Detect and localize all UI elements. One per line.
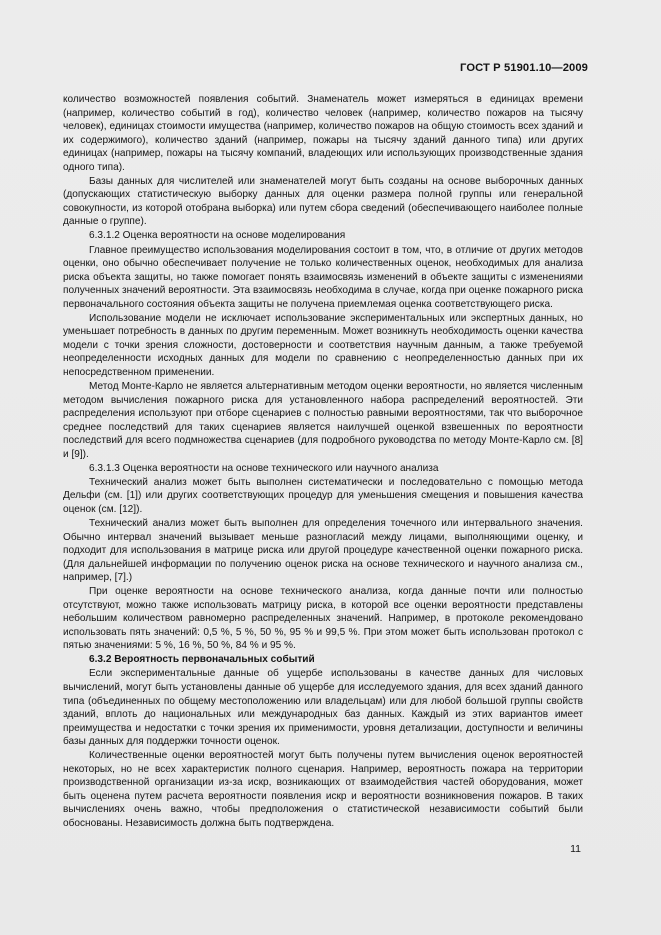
paragraph: При оценке вероятности на основе технического анализа, когда данные почти или полностью отсутствуют, можно также использовать матрицу риска, в которой все оценки вероятности представлены небольшим количеством равномерно распределенных значений. Например, в протоколе рекомендовано использовать пять значений: 0,5 %, 5 %, 50 %, 95 % и 99,5 %. При этом может быть использован протокол с пятью значениями: 5 %, 16 %, 50 %, 84 % и 95 %. <box>63 586 583 652</box>
document-header: ГОСТ Р 51901.10—2009 <box>460 62 588 74</box>
paragraph: Использование модели не исключает использование экспериментальных или экспертных данных, но уменьшает потребность в данных по другим переменным. Может возникнуть необходимость оценки качества модели с точки зрения сложности, достоверности и соответствия научным данным, а также требуемой неопределенности исходных данных для модели по сравнению с неопределенностью данных при их непосредственном применении. <box>63 312 583 378</box>
page-number: 11 <box>570 843 581 855</box>
paragraph: Количественные оценки вероятностей могут быть получены путем вычисления оценок вероятностей некоторых, но не всех характеристик полного сценария. Например, вероятность пожара на территории производственной организации из-за искр, возникающих от взаимодействия частей оборудования, может быть оценена путем расчета вероятности появления искр и вероятности возникновения пожаров. В таких вычислениях очень важно, чтобы предположения о статистической независимости событий были обоснованы. Независимость должна быть подтверждена. <box>63 750 583 829</box>
section-heading: 6.3.1.2 Оценка вероятности на основе моделирования <box>89 230 346 242</box>
paragraph: Главное преимущество использования моделирования состоит в том, что, в отличие от других методов оценки, оно обычно обеспечивает получение не только количественных оценок, необходимых для анализа риска объекта защиты, но также помогает понять взаимосвязь изменений в объекте защиты с изменениями полученных значений вероятности. Эта взаимосвязь необходима в случае, когда при оценке пожарного риска первоначального состояния объекта защиты не получена приемлемая оценка соответствующего риска. <box>63 244 583 310</box>
paragraph: Если экспериментальные данные об ущербе использованы в качестве данных для числовых вычислений, могут быть установлены данные об ущербе для исследуемого здания, для всех зданий данного типа (объединенных по общему местоположению или владельцам) или для любой большой группы свойств зданий, вплоть до национальных или международных баз данных. Каждый из этих вариантов имеет преимущества и недостатки с точки зрения их применимости, уровня детализации, доступности и величины базы данных для поддержки точности оценок. <box>63 668 583 748</box>
section-heading: 6.3.1.3 Оценка вероятности на основе технического или научного анализа <box>89 462 439 474</box>
paragraph: Метод Монте-Карло не является альтернативным методом оценки вероятности, но является численным методом вычисления пожарного риска для установленного набора распределений вероятностей. Эти распределения используют при отборе сценариев с полностью равными вероятностями, так что выборочное среднее последствий для таких сценариев является наилучшей оценкой взвешенных по вероятности последствий для всего подмножества сценариев (для подробного руководства по методу Монте-Карло см. [8] и [9]). <box>63 380 583 460</box>
paragraph: количество возможностей появления событий. Знаменатель может измеряться в единицах времени (например, количество событий в год), количество человек (например, количество пожаров на тысячу человек), единицах стоимости имущества (например, количество пожаров на общую стоимость всех зданий и их содержимого), количество зданий (например, пожары на тысячу зданий данного типа) или других единицах (например, пожары на тысячу компаний, владеющих или использующих производственные здания одного типа). <box>63 94 583 173</box>
paragraph: Технический анализ может быть выполнен систематически и последовательно с помощью метода Дельфи (см. [1]) или других соответствующих процедур для уменьшения смещения и повышения качества оценок (см. [12]). <box>63 476 583 515</box>
document-body <box>63 93 583 831</box>
paragraph: Базы данных для числителей или знаменателей могут быть созданы на основе выборочных данных (допускающих статистическую выборку данных для оценки размера полной группы или генеральной совокупности, из которой отобрана выборка) или путем сбора сведений (обеспечивающего наиболее полные данные о группе). <box>63 175 583 228</box>
section-heading-bold: 6.3.2 Вероятность первоначальных событий <box>89 654 315 666</box>
paragraph: Технический анализ может быть выполнен для определения точечного или интервального значения. Обычно интервал значений вызывает меньше разногласий между лицами, выполняющими оценку, и подходит для использования в матрице риска или другой процедуре качественной оценки пожарного риска. (Для дальнейшей информации по получению оценок риска на основе технического и научного анализа см., например, [7].) <box>63 517 583 584</box>
